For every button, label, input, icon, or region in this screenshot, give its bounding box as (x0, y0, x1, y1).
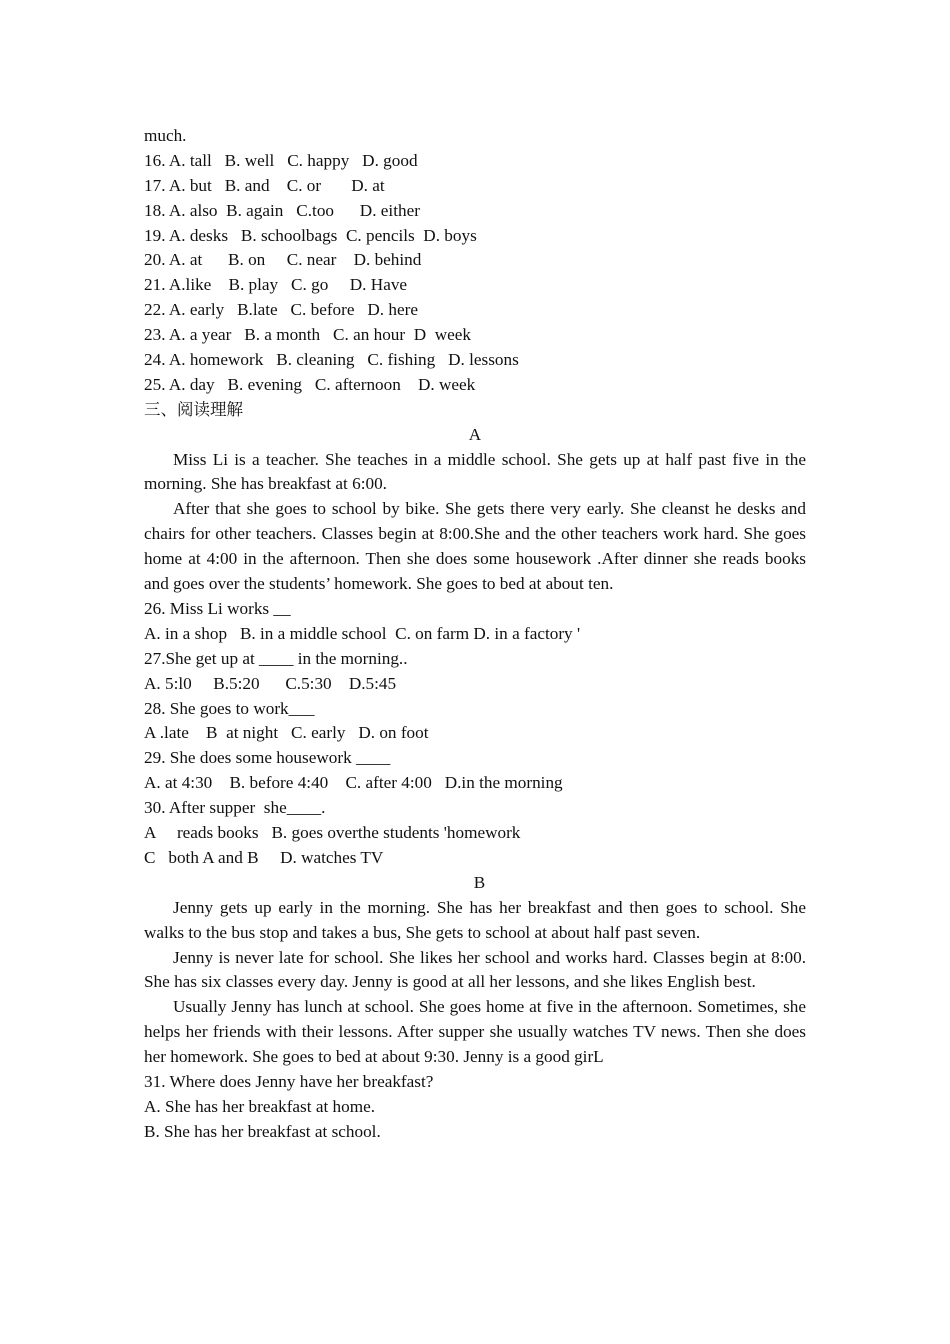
questions-a (144, 597, 806, 871)
section-heading: 三、阅读理解 (144, 399, 243, 419)
question-line: 27.She get up at ____ in the morning.. (144, 648, 408, 668)
question-line: 30. After supper she____. (144, 798, 326, 818)
question-line: 31. Where does Jenny have her breakfast? (144, 1072, 434, 1092)
passage-a-paragraph-2: After that she goes to school by bike. She gets there very early. She cleanst he desks and chairs for other teachers. Classes begin at 8:00.She and the other teachers work hard. She goes home at 4:00 in the afternoon. Then she does some housework .After dinner she reads books and goes over the students’ homework. She goes to bed at about ten. (144, 499, 806, 594)
option-line: 23. A. a year B. a month C. an hour D week (144, 325, 471, 345)
questions-b (144, 1070, 806, 1145)
document-page (144, 124, 806, 1145)
passage-b-paragraph-1: Jenny gets up early in the morning. She has her breakfast and then goes to school. She walks to the bus stop and takes a bus, She gets to school at about half past seven. (144, 897, 806, 942)
option-line: 19. A. desks B. schoolbags C. pencils D. boys (144, 225, 477, 245)
option-line: 17. A. but B. and C. or D. at (144, 175, 385, 195)
question-line: A. 5:l0 B.5:20 C.5:30 D.5:45 (144, 673, 397, 693)
passage-b-paragraph-2: Jenny is never late for school. She likes her school and works hard. Classes begin at 8:00. She has six classes every day. Jenny is good at all her lessons, and she likes English best. (144, 947, 806, 992)
question-line: 26. Miss Li works __ (144, 599, 291, 619)
question-line: A. at 4:30 B. before 4:40 C. after 4:00 D.in the morning (144, 773, 563, 793)
cloze-options (144, 124, 806, 398)
passage-a-paragraph-1: Miss Li is a teacher. She teaches in a middle school. She gets up at half past five in the morning. She has breakfast at 6:00. (144, 449, 806, 494)
option-line: 22. A. early B.late C. before D. here (144, 300, 418, 320)
question-line: B. She has her breakfast at school. (144, 1121, 381, 1141)
option-line: 24. A. homework B. cleaning C. fishing D. lessons (144, 350, 519, 370)
option-line: 25. A. day B. evening C. afternoon D. week (144, 374, 476, 394)
option-line: 21. A.like B. play C. go D. Have (144, 275, 408, 295)
question-line: C both A and B D. watches TV (144, 847, 384, 867)
passage-b-paragraph-3: Usually Jenny has lunch at school. She goes home at five in the afternoon. Sometimes, she helps her friends with their lessons. After supper she usually watches TV news. Then she does her homework. She goes to bed at about 9:30. Jenny is a good girL (144, 997, 806, 1067)
option-line: 20. A. at B. on C. near D. behind (144, 250, 422, 270)
question-line: A .late B at night C. early D. on foot (144, 723, 429, 743)
passage-b-label: B (473, 872, 486, 892)
option-line: 18. A. also B. again C.too D. either (144, 200, 420, 220)
question-line: 28. She goes to work___ (144, 698, 315, 718)
question-line: 29. She does some housework ____ (144, 748, 391, 768)
question-line: A reads books B. goes overthe students 'homework (144, 823, 521, 843)
question-line: A. She has her breakfast at home. (144, 1096, 375, 1116)
question-line: A. in a shop B. in a middle school C. on farm D. in a factory ' (144, 623, 581, 643)
option-line: 16. A. tall B. well C. happy D. good (144, 150, 418, 170)
passage-a-label: A (468, 424, 482, 444)
option-line: much. (144, 126, 187, 145)
